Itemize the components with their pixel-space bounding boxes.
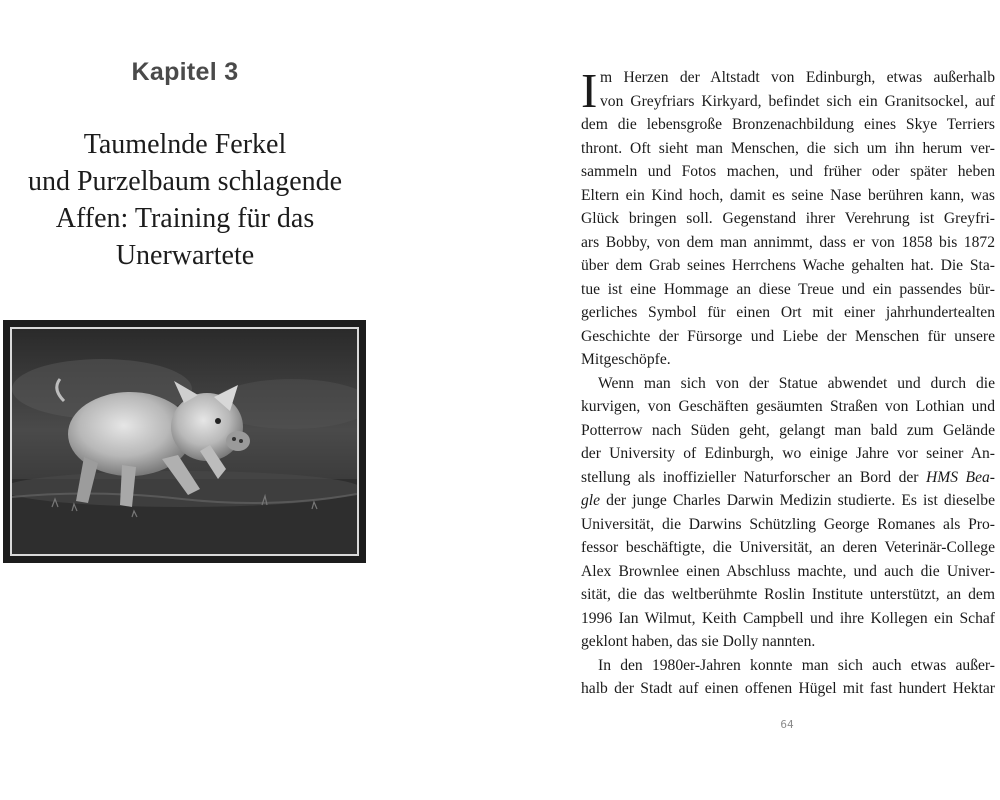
text-line: m Herzen der Altstadt von Edinburgh, etwas außerhalb (600, 69, 995, 86)
photo-border (10, 327, 359, 556)
text-line: stellung als inoffizieller Naturforscher an Bord der HMS Bea- (581, 468, 995, 486)
text-line: Mitgeschöpfe. (581, 351, 671, 368)
text-line: Alex Brownlee einen Abschluss machte, und auch die Univer- (581, 562, 995, 580)
chapter-title-line: Taumelnde Ferkel (83, 129, 287, 160)
text-line: In den 1980er-Jahren konnte man sich auch etwas außer- (598, 656, 995, 674)
text-line: Universität, die Darwins Schützling George Romanes als Pro- (581, 515, 995, 533)
text-line: gerliches Symbol für einen Ort mit einer jahrhundertealten (581, 304, 995, 321)
text-line: Geschichte der Fürsorge und Liebe der Menschen für unsere (581, 327, 995, 345)
chapter-title-line: Unerwartete (115, 240, 255, 271)
text-line: geklont haben, das sie Dolly nannten. (581, 633, 816, 650)
text-line: von Greyfriars Kirkyard, befindet sich ein Granitsockel, auf (600, 92, 995, 110)
piglet-image (12, 329, 357, 554)
text-line: tue ist eine Hommage an diese Treue und ein passendes bür- (581, 280, 995, 298)
chapter-title-line: Affen: Training für das (55, 203, 315, 234)
text-line: ars Bobby, von dem man annimmt, dass er von 1858 bis 1872 (581, 233, 995, 251)
text-line: halb der Stadt auf einen offenen Hügel mit fast hundert Hektar (581, 680, 995, 697)
text-line: dem die lebensgroße Bronzenachbildung eines Skye Terriers (581, 116, 995, 133)
right-page (560, 0, 1000, 800)
text-line: der University of Edinburgh, wo einige Jahre vor seiner An- (581, 445, 995, 462)
text-line: gle der junge Charles Darwin Medizin studierte. Es ist dieselbe (581, 492, 995, 509)
chapter-title-line: und Purzelbaum schlagende (27, 166, 343, 197)
text-line: 1996 Ian Wilmut, Keith Campbell und ihre Kollegen ein Schaf (581, 609, 995, 627)
text-line: sammeln und Fotos machen, und früher oder später heben (581, 163, 995, 180)
piglet-photo (3, 320, 366, 563)
text-line: sität, die das weltberühmte Roslin Institute unterstützt, an dem (581, 586, 995, 603)
text-line: Potterrow nach Süden geht, gelangt man bald zum Gelände (581, 421, 995, 439)
left-page (0, 0, 380, 800)
text-line: Wenn man sich von der Statue abwendet und durch die (598, 374, 995, 392)
text-line: kurvigen, von Geschäften gesäumten Straßen von Lothian und (581, 398, 995, 415)
text-line: fessor beschäftigte, die Universität, an deren Veterinär-College (581, 539, 995, 556)
text-line: Eltern ein Kind hoch, damit es seine Nase berühren kann, was (581, 186, 995, 204)
page-number: 64 (780, 718, 794, 731)
body-text (581, 63, 995, 701)
text-line: über dem Grab seines Herrchens Wache gehalten hat. Die Sta- (581, 257, 995, 274)
text-line: thront. Oft sieht man Menschen, die sich um ihn herum ver- (581, 139, 995, 157)
drop-cap: I (581, 63, 598, 118)
chapter-label: Kapitel 3 (131, 58, 239, 86)
chapter-title (0, 126, 370, 274)
text-line: Glück bringen soll. Gegenstand ihrer Verehrung ist Greyfri- (581, 210, 995, 227)
